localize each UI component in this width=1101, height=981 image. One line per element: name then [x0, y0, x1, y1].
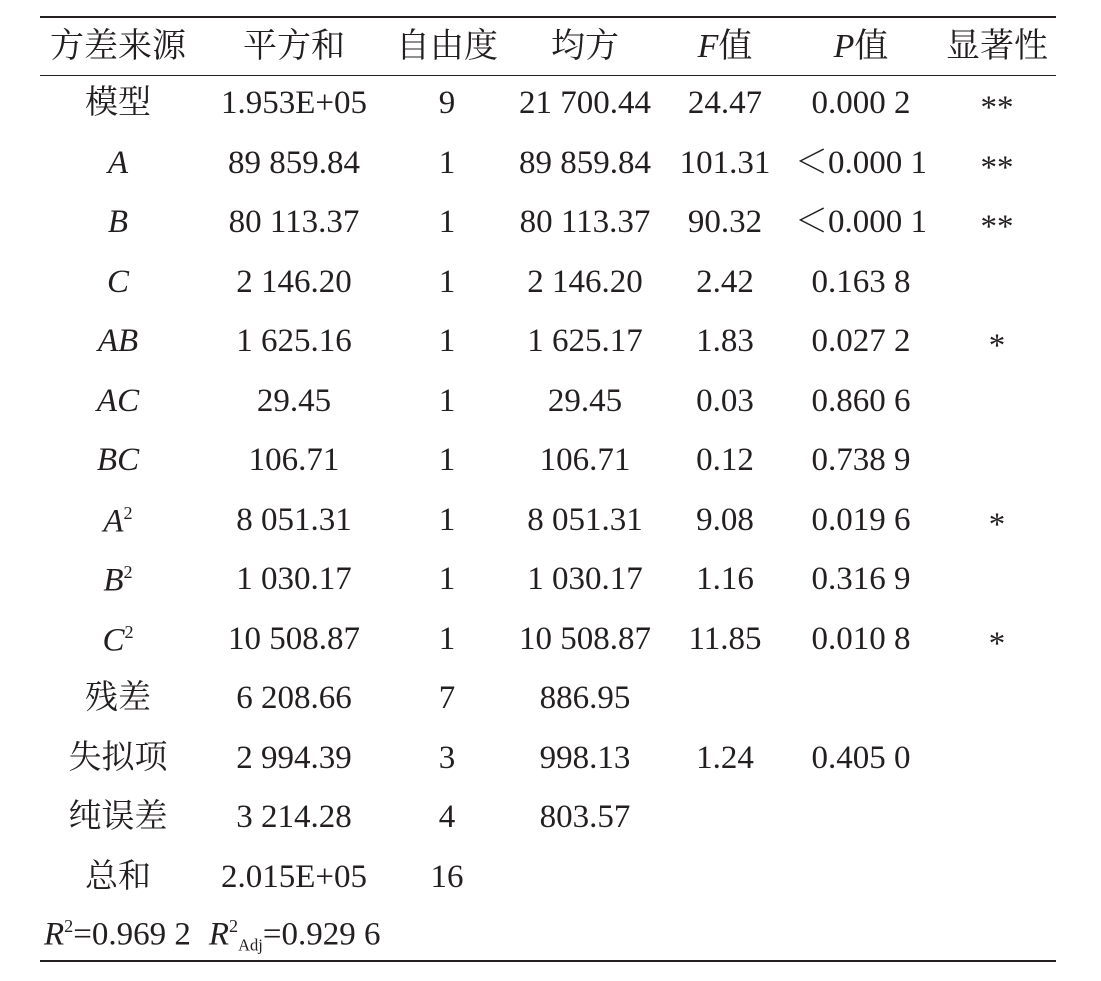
cell-sum-of-squares: 2 146.20	[236, 263, 352, 300]
cell-mean-square: 10 508.87	[519, 620, 651, 657]
cell-df: 1	[438, 144, 456, 181]
cell-source: B	[107, 204, 129, 240]
table-top-rule	[40, 16, 1056, 18]
cell-sum-of-squares: 80 113.37	[228, 204, 360, 240]
cell-df: 7	[438, 680, 456, 716]
cell-mean-square: 106.71	[539, 442, 631, 478]
cell-source: 纯误差	[68, 799, 168, 835]
cell-sum-of-squares: 6 208.66	[236, 680, 352, 716]
cell-f-value: 0.12	[696, 442, 754, 478]
header-p-value: P值	[833, 28, 889, 65]
cell-source: $C^2$	[102, 621, 134, 659]
cell-sum-of-squares: 3 214.28	[236, 799, 352, 835]
cell-p-value: 0.316 9	[811, 561, 911, 597]
cell-p-value: 0.027 2	[811, 323, 911, 359]
cell-df: 1	[438, 501, 456, 538]
cell-p-value: 0.738 9	[811, 442, 911, 478]
cell-p-value: 0.163 8	[811, 263, 911, 300]
cell-mean-square: 29.45	[547, 382, 623, 419]
cell-source: $B^2$	[103, 562, 133, 599]
header-sum-of-squares: 平方和	[243, 28, 345, 65]
cell-significance: *	[988, 328, 1006, 364]
cell-mean-square: 89 859.84	[519, 144, 651, 181]
header-mean-square: 均方	[551, 28, 619, 65]
table-bottom-rule	[40, 960, 1056, 962]
cell-source: 残差	[85, 680, 151, 716]
cell-df: 1	[438, 561, 456, 597]
cell-mean-square: 2 146.20	[527, 263, 643, 300]
cell-sum-of-squares: 1 625.16	[236, 323, 352, 359]
cell-source: $A^2$	[103, 502, 133, 540]
cell-source: C	[106, 263, 130, 300]
cell-f-value: 2.42	[696, 263, 754, 300]
cell-source: 总和	[85, 858, 151, 895]
cell-f-value: 9.08	[696, 501, 754, 538]
header-source: 方差来源	[50, 28, 186, 65]
cell-p-value: 0.000 2	[811, 85, 911, 121]
cell-df: 9	[438, 85, 456, 121]
cell-source: 模型	[85, 85, 151, 121]
cell-sum-of-squares: 8 051.31	[236, 501, 352, 538]
cell-df: 1	[438, 263, 456, 300]
cell-mean-square: 80 113.37	[519, 204, 651, 240]
cell-df: 1	[438, 382, 456, 419]
cell-mean-square: 886.95	[539, 680, 631, 716]
cell-sum-of-squares: 1.953E+05	[220, 85, 368, 121]
cell-f-value: 24.47	[687, 85, 763, 121]
cell-sum-of-squares: 2 994.39	[236, 739, 352, 776]
cell-df: 1	[438, 323, 456, 359]
cell-df: 1	[438, 442, 456, 478]
cell-mean-square: 1 625.17	[527, 323, 643, 359]
cell-f-value: 0.03	[696, 382, 754, 419]
cell-significance: **	[980, 209, 1014, 245]
cell-sum-of-squares: 10 508.87	[228, 620, 360, 657]
cell-df: 4	[438, 799, 456, 835]
cell-sum-of-squares: 106.71	[248, 442, 340, 478]
cell-p-value: ＜0.000 1	[795, 204, 927, 240]
r-squared: $R^2=0.969$ 2	[44, 916, 191, 953]
cell-f-value: 1.24	[696, 739, 754, 776]
cell-f-value: 101.31	[679, 144, 771, 181]
cell-significance: **	[980, 149, 1014, 186]
cell-mean-square: 998.13	[539, 739, 631, 776]
cell-f-value: 11.85	[688, 620, 762, 657]
cell-df: 1	[438, 204, 456, 240]
cell-f-value: 1.16	[696, 561, 754, 597]
header-df: 自由度	[396, 28, 498, 65]
cell-mean-square: 803.57	[539, 799, 631, 835]
table-header-rule	[40, 75, 1056, 76]
cell-mean-square: 21 700.44	[519, 85, 651, 121]
cell-sum-of-squares: 89 859.84	[228, 144, 360, 181]
cell-source: A	[107, 144, 129, 181]
header-significance: 显著性	[946, 28, 1048, 65]
cell-df: 16	[430, 858, 464, 895]
cell-f-value: 90.32	[687, 204, 763, 240]
cell-significance: *	[988, 625, 1006, 662]
cell-df: 1	[438, 620, 456, 657]
cell-mean-square: 8 051.31	[527, 501, 643, 538]
cell-mean-square: 1 030.17	[527, 561, 643, 597]
cell-df: 3	[438, 739, 456, 776]
table-footer-fit-stats	[44, 917, 381, 954]
cell-source: AB	[97, 323, 139, 359]
cell-p-value: ＜0.000 1	[795, 144, 927, 181]
cell-f-value: 1.83	[696, 323, 754, 359]
cell-p-value: 0.010 8	[811, 620, 911, 657]
cell-source: AC	[96, 382, 140, 419]
cell-p-value: 0.405 0	[811, 739, 911, 776]
adjusted-r-squared: $R^2_{Adj}=0.929$ 6	[208, 916, 381, 955]
cell-sum-of-squares: 2.015E+05	[220, 858, 368, 895]
cell-sum-of-squares: 1 030.17	[236, 561, 352, 597]
cell-sum-of-squares: 29.45	[256, 382, 332, 419]
cell-significance: *	[988, 506, 1006, 543]
header-f-value: F值	[697, 28, 753, 65]
cell-source: 失拟项	[68, 739, 168, 776]
cell-significance: **	[980, 90, 1014, 126]
cell-p-value: 0.860 6	[811, 382, 911, 419]
cell-source: BC	[96, 442, 140, 478]
cell-p-value: 0.019 6	[811, 501, 911, 538]
